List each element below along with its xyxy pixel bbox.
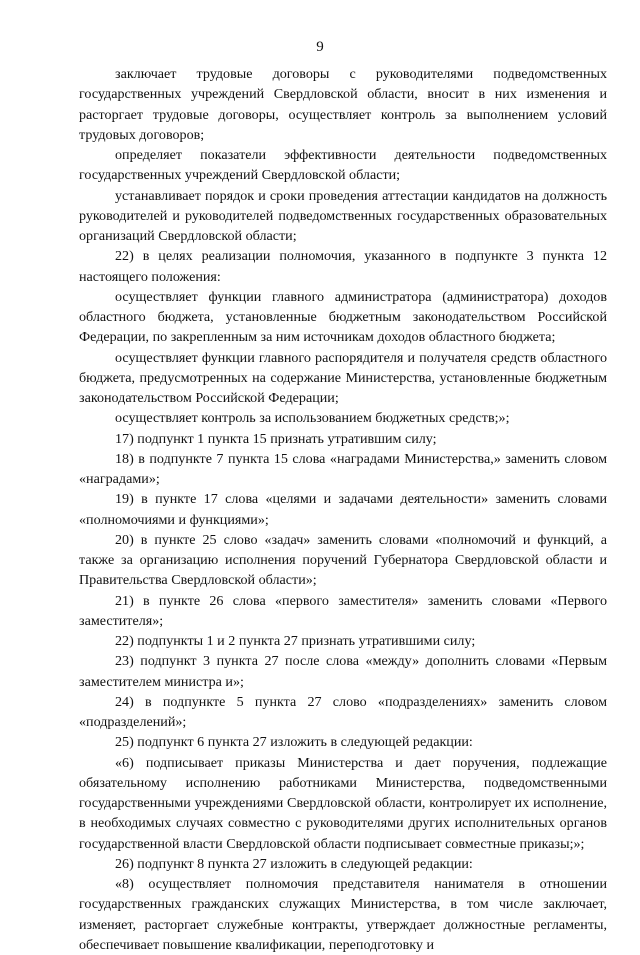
paragraph-1: заключает трудовые договоры с руководителями подведомственных государственных учреждений Свердловской области, вносит в них изменения и расторгает трудовые договоры, осуществляет контроль за выполнением условий трудовых договоров; [79, 66, 607, 143]
paragraph-19: «8) осуществляет полномочия представителя нанимателя в отношении государственных гражданских служащих Министерства, в том числе заключает, изменяет, расторгает служебные контракты, утверждает должностные регламенты, обеспечивает повышение квалификации, переподготовку и [79, 876, 607, 953]
paragraph-2: определяет показатели эффективности деятельности подведомственных государственных учреждений Свердловской области; [79, 147, 607, 184]
paragraph-12: 21) в пункте 26 слова «первого заместителя» заменить словами «Первого заместителя»; [79, 592, 607, 629]
paragraph-15: 24) в подпункте 5 пункта 27 слово «подразделениях» заменить словом «подразделений»; [79, 693, 607, 730]
paragraph-8: 17) подпункт 1 пункта 15 признать утратившим силу; [115, 430, 437, 447]
paragraph-10: 19) в пункте 17 слова «целями и задачами деятельности» заменить словами «полномочиями и функциями»; [79, 491, 607, 528]
paragraph-6: осуществляет функции главного распорядителя и получателя средств областного бюджета, предусмотренных на содержание Министерства, установленные бюджетным законодательством Российской Федерации; [79, 349, 607, 406]
paragraph-17: «6) подписывает приказы Министерства и дает поручения, подлежащие обязательному исполнению работниками Министерства, подведомственными государственными учреждениями Свердловской области, контролирует их исполнение, в необходимых случаях совместно с руководителями других исполнительных органов государственной власти Свердловской области подписывает совместные приказы;»; [79, 754, 607, 852]
paragraph-5: осуществляет функции главного администратора (администратора) доходов областного бюджета, установленные бюджетным законодательством Российской Федерации, по закрепленным за ним источникам доходов областного бюджета; [79, 288, 607, 346]
paragraph-7: осуществляет контроль за использованием бюджетных средств;»; [115, 410, 510, 427]
paragraph-9: 18) в подпункте 7 пункта 15 слова «наградами Министерства,» заменить словом «наградами»; [79, 450, 607, 487]
paragraph-18: 26) подпункт 8 пункта 27 изложить в следующей редакции: [115, 855, 473, 872]
document-body [79, 64, 607, 955]
paragraph-14: 23) подпункт 3 пункта 27 после слова «между» дополнить словами «Первым заместителем министра и»; [79, 653, 607, 690]
paragraph-13: 22) подпункты 1 и 2 пункта 27 признать утратившими силу; [115, 633, 476, 649]
paragraph-11: 20) в пункте 25 слово «задач» заменить словами «полномочий и функций, а также за организацию исполнения поручений Губернатора Свердловской области и Правительства Свердловской области»; [79, 531, 607, 589]
paragraph-3: устанавливает порядок и сроки проведения аттестации кандидатов на должность руководителей и руководителей подведомственных государственных образовательных организаций Свердловской области; [79, 187, 607, 244]
paragraph-16: 25) подпункт 6 пункта 27 изложить в следующей редакции: [115, 734, 473, 751]
paragraph-4: 22) в целях реализации полномочия, указанного в подпункте 3 пункта 12 настоящего положения: [79, 248, 607, 285]
page-number: 9 [316, 39, 324, 55]
